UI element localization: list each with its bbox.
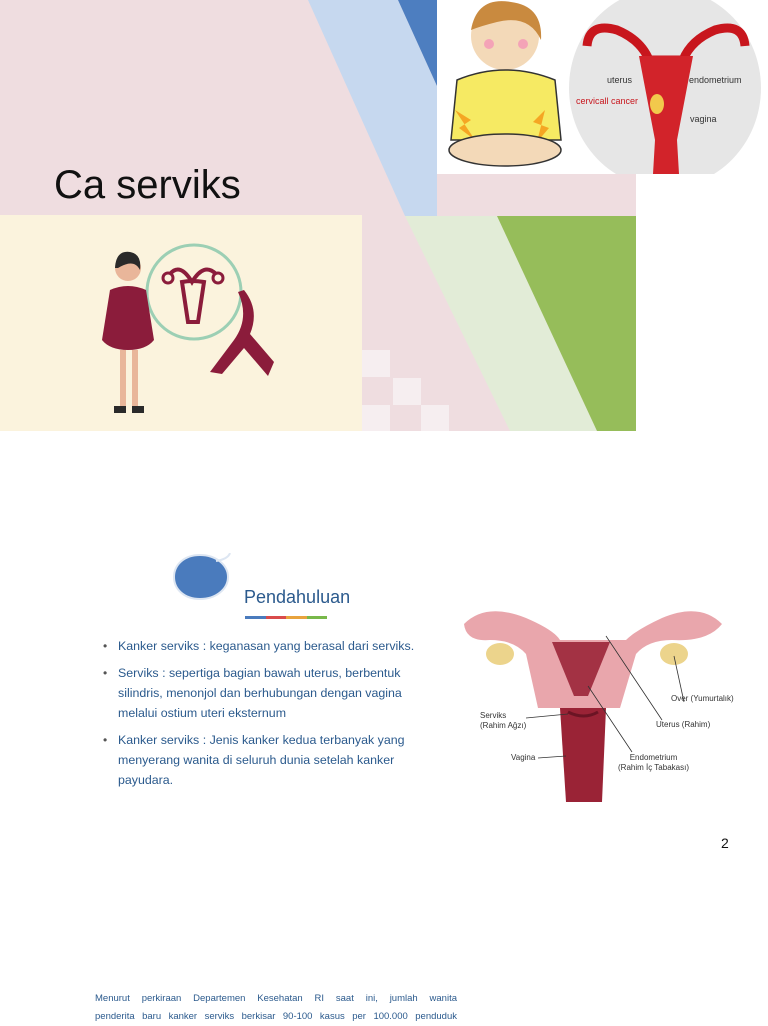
label-vagina: vagina [690, 114, 717, 124]
label-uterus-rahim: Uterus (Rahim) [656, 720, 711, 729]
bullet-list [101, 636, 426, 797]
label-cervical-cancer: cervicall cancer [576, 96, 639, 106]
page-number: 2 [721, 835, 729, 851]
body-paragraph [95, 990, 457, 1026]
label-over: Over (Yumurtalık) [671, 694, 734, 703]
bullet-text: Kanker serviks : keganasan yang berasal dari serviks. [118, 639, 415, 653]
checker-square [362, 405, 390, 431]
label-endometrium: endometrium [689, 75, 742, 85]
uterus-cancer-diagram [567, 0, 765, 174]
checker-square [362, 350, 390, 377]
bullet-text: Serviks : sepertiga bagian bawah uterus, berbentuk silindris, menonjol dan berhubungan dengan vagina melalui ostium uteri eksternum [118, 666, 402, 720]
speech-bubble-icon [172, 553, 232, 605]
bullet-item: • Kanker serviks : keganasan yang berasal dari serviks. [103, 639, 415, 653]
girl-stomach-pain-image [437, 0, 567, 174]
label-uterus: uterus [607, 75, 633, 85]
section-heading: Pendahuluan [244, 587, 351, 607]
body-line: penderita baru kanker serviks berkisar 90-100 kasus per 100.000 penduduk [95, 1011, 457, 1022]
label-serviks: Serviks (Rahim Ağzı) [480, 711, 527, 730]
heading-underline [245, 616, 327, 619]
uterus-anatomy-image [456, 596, 738, 808]
checker-square [421, 405, 449, 431]
checker-square [393, 378, 421, 405]
label-endometrium: Endometrium (Rahim İç Tabakası) [618, 753, 689, 772]
slide-title: Ca serviks [54, 163, 241, 207]
bullet-item: • Serviks : sepertiga bagian bawah uterus, berbentuk silindris, menonjol dan berhubungan dengan vagina melalui ostium uteri eksternum [103, 666, 402, 720]
bullet-text: Kanker serviks : Jenis kanker kedua terbanyak yang menyerang wanita di seluruh dunia setelah kanker payudara. [118, 733, 405, 787]
label-vagina: Vagina [511, 753, 536, 762]
body-line: Menurut perkiraan Departemen Kesehatan RI saat ini, jumlah wanita [95, 993, 457, 1004]
woman-health-illustration [88, 230, 278, 420]
bullet-item: • Kanker serviks : Jenis kanker kedua terbanyak yang menyerang wanita di seluruh dunia setelah kanker payudara. [103, 733, 405, 787]
